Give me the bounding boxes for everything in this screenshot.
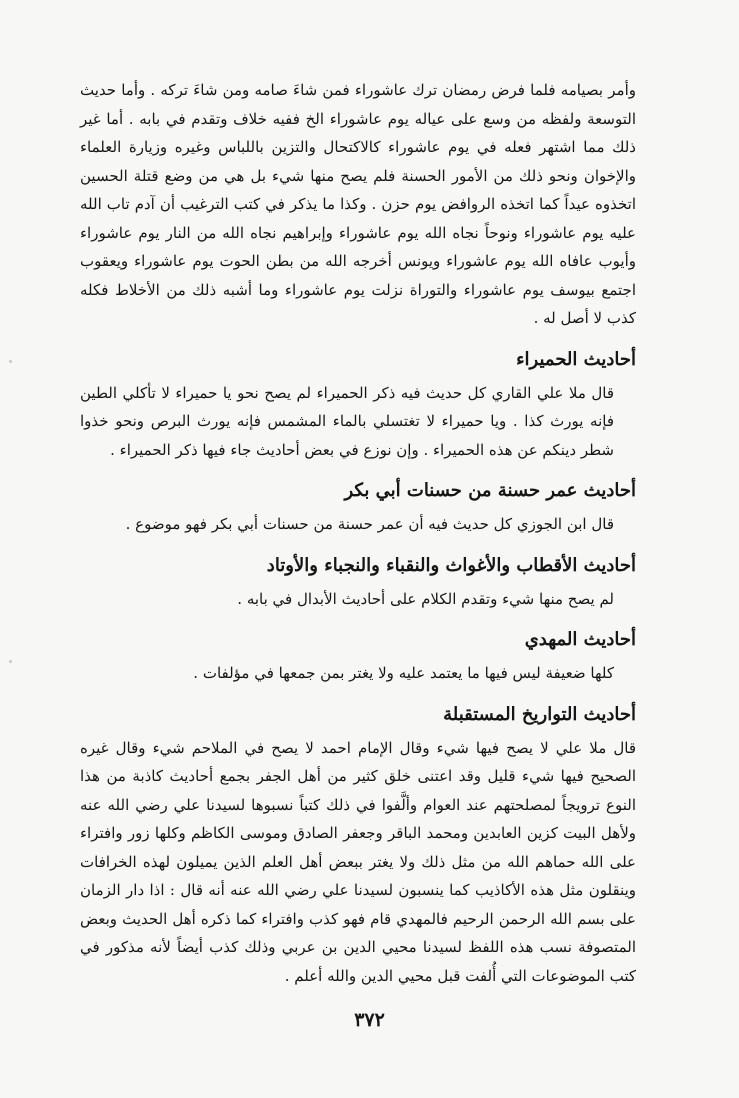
section-heading-humaira: أحاديث الحميراء bbox=[516, 348, 636, 370]
intro-paragraph: وأمر بصيامه فلما فرض رمضان ترك عاشوراء فمن شاءَ صامه ومن شاءَ تركه . وأما حديث التوسعة ولفظه من وسع على عياله يوم عاشوراء الخ ففيه خلاف وتقدم في بابه . أما غير ذلك مما اشتهر فعله في يوم عاشوراء كالاكتحال والتزين باللباس وغيره وزيارة العلماء والإخوان ونحو ذلك من الأمور الحسنة فلم يصح منها شيء بل هي من وضع قتلة الحسين اتخذوه عيداً كما اتخذه الروافض يوم حزن . وكذا ما يذكر في كتب الترغيب أن آدم تاب الله عليه يوم عاشوراء ونوحاً نجاه الله يوم عاشوراء وإبراهيم نجاه الله من النار يوم عاشوراء وأيوب عافاه الله يوم عاشوراء ويونس أخرجه الله من بطن الحوت يوم عاشوراء ويعقوب اجتمع بيوسف يوم عاشوراء والتوراة نزلت يوم عاشوراء وما أشبه ذلك من الأخلاط فكله كذب لا أصل له . bbox=[80, 81, 636, 327]
margin-speck bbox=[9, 360, 12, 363]
section-heading-umar: أحاديث عمر حسنة من حسنات أبي بكر bbox=[344, 480, 636, 501]
page-number: ٣٧٢ bbox=[354, 1009, 385, 1031]
section-heading-aqtab: أحاديث الأقطاب والأغواث والنقباء والنجباء والأوتاد bbox=[266, 554, 636, 576]
section-body-umar: قال ابن الجوزي كل حديث فيه أن عمر حسنة من حسنات أبي بكر فهو موضوع . bbox=[125, 515, 614, 533]
section-heading-mahdi: أحاديث المهدي bbox=[524, 629, 636, 650]
section-body-mahdi: كلها ضعيفة ليس فيها ما يعتمد عليه ولا يغتر بمن جمعها في مؤلفات . bbox=[193, 664, 614, 682]
section-body-aqtab: لم يصح منها شيء وتقدم الكلام على أحاديث الأبدال في بابه . bbox=[237, 589, 614, 608]
section-body-humaira: قال ملا علي القاري كل حديث فيه ذكر الحميراء لم يصح نحو يا حميراء لا تأكلي الطين فإنه يورث كذا . ويا حميراء لا تغتسلي بالماء المشمس فإنه يورث البرص ونحو خذوا شطر دينكم عن هذه الحميراء . وإن نوزع في بعض أحاديث جاء فيها ذكر الحميراء . bbox=[80, 383, 614, 459]
margin-speck bbox=[9, 660, 12, 663]
page-content bbox=[80, 76, 636, 990]
section-heading-future-dates: أحاديث التواريخ المستقبلة bbox=[443, 703, 636, 725]
section-body-future-dates: قال ملا علي لا يصح فيها شيء وقال الإمام احمد لا يصح في الملاحم شيء وقال غيره الصحيح فيها شيء قليل وقد اعتنى خلق كثير من أهل الجفر بجمع أحاديث كاذبة من هذا النوع ترويجاً لمصلحتهم عند العوام وألَّفوا في ذلك كتباً نسبوها لسيدنا علي رضي الله عنه ولأهل البيت كزين العابدين ومحمد الباقر وجعفر الصادق وموسى الكاظم وكلها زور وافتراء على الله حماهم الله من مثل ذلك ولا يغتر ببعض أهل العلم الذين يميلون لهذه الخرافات وينقلون مثل هذه الأكاذيب كما ينسبون لسيدنا علي رضي الله عنه أنه قال : اذا دار الزمان على بسم الله الرحمن الرحيم فالمهدي قام فهو كذب وافتراء كما ذكره أهل الحديث وبعض المتصوفة نسب هذه اللفظ لسيدنا محيي الدين بن عربي وذلك كذب أيضاً لأنه مذكور في كتب الموضوعات التي أُلفت قبل محيي الدين والله أعلم . bbox=[80, 738, 636, 985]
